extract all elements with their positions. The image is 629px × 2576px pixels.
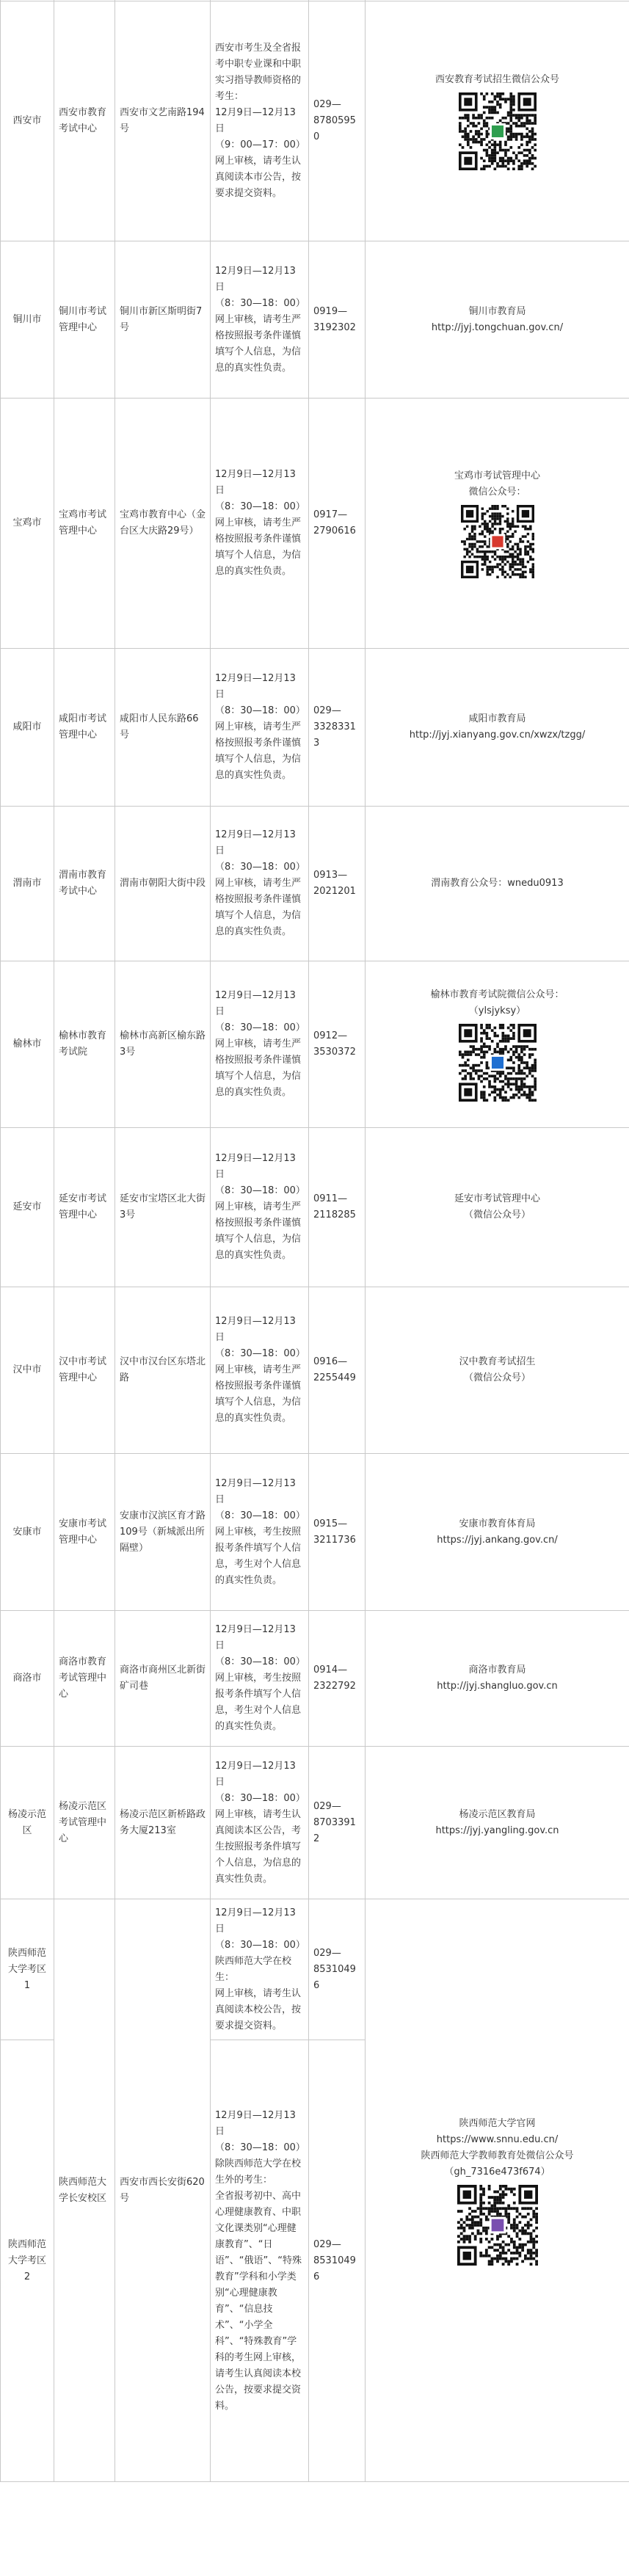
text-line: 网上审核，请考生认真阅读本市公告，按要求提交资料。 [215, 156, 302, 199]
text-line: （8：30—18：00） [215, 1348, 305, 1359]
region-cell: 咸阳市 [1, 649, 54, 807]
phone-cell [309, 807, 366, 961]
phone-cell [309, 399, 366, 649]
region-cell: 渭南市 [1, 807, 54, 961]
phone-cell [309, 1454, 366, 1611]
time-cell [211, 399, 309, 649]
info-cell [366, 1747, 629, 1899]
time-cell [211, 1747, 309, 1899]
text-line: （8：30—18：00） [215, 297, 305, 309]
table-row [1, 1128, 629, 1287]
phone-cell [309, 241, 366, 399]
address-cell: 渭南市朝阳大街中段 [115, 807, 211, 961]
region-cell: 安康市 [1, 1454, 54, 1611]
region-cell: 汉中市 [1, 1287, 54, 1454]
address-cell: 西安市文艺南路194号 [115, 1, 211, 241]
region-cell: 榆林市 [1, 961, 54, 1128]
time-cell [211, 1899, 309, 2040]
info-text: 安康市教育体育局 [459, 1518, 536, 1529]
time-cell [211, 649, 309, 807]
text-line: 0913— [313, 870, 348, 881]
phone-cell [309, 1, 366, 241]
qr-code-icon [457, 2185, 538, 2266]
text-line: （8：30—18：00） [215, 1939, 305, 1951]
table-row [1, 649, 629, 807]
text-line: 12月9日—12月13日 [215, 107, 296, 134]
text-line: 2790616 [313, 525, 356, 536]
table-row [1, 1287, 629, 1454]
address-cell: 延安市宝塔区北大街3号 [115, 1128, 211, 1287]
address-cell: 宝鸡市教育中心（金台区大庆路29号） [115, 399, 211, 649]
table-body [1, 0, 629, 2482]
text-line: 12月9日—12月13日 [215, 1907, 296, 1935]
center-cell: 杨凌示范区考试管理中心 [54, 1747, 115, 1899]
text-line: 网上审核，请考生严格按照报考条件谨慎填写个人信息，为信息的真实性负责。 [215, 1201, 302, 1261]
info-cell [366, 1611, 629, 1747]
phone-cell [309, 1747, 366, 1899]
qr-code-icon [459, 92, 537, 170]
text-line: 网上审核，请考生严格按照报考条件谨慎填写个人信息，为信息的真实性负责。 [215, 517, 302, 577]
text-line: 3530372 [313, 1047, 356, 1058]
text-line: （8：30—18：00） [215, 2142, 305, 2153]
info-text: 渭南教育公众号：wnedu0913 [431, 878, 564, 889]
center-cell: 陕西师范大学长安校区 [54, 1899, 115, 2482]
address-cell: 汉中市汉台区东塔北路 [115, 1287, 211, 1454]
text-line: 029— [313, 2238, 341, 2250]
address-cell: 铜川市新区斯明街7号 [115, 241, 211, 399]
address-cell: 杨凌示范区新桥路政务大厦213室 [115, 1747, 211, 1899]
phone-cell [309, 649, 366, 807]
text-line: 87033912 [313, 1816, 356, 1844]
text-line: 029— [313, 1947, 341, 1959]
text-line: 2322792 [313, 1681, 356, 1692]
text-line: 网上审核，请考生严格按照报考条件谨慎填写个人信息，为信息的真实性负责。 [215, 878, 302, 937]
center-cell: 宝鸡市考试管理中心 [54, 399, 115, 649]
table-row [1, 241, 629, 399]
phone-cell [309, 1899, 366, 2040]
qr-code-icon [459, 1024, 537, 1102]
text-line: 87805950 [313, 115, 356, 142]
center-cell: 商洛市教育考试管理中心 [54, 1611, 115, 1747]
text-line: 网上审核，考生按照报考条件填写个人信息，考生对个人信息的真实性负责。 [215, 1673, 302, 1732]
info-cell [366, 807, 629, 961]
center-cell: 延安市考试管理中心 [54, 1128, 115, 1287]
center-cell: 咸阳市考试管理中心 [54, 649, 115, 807]
table-row [1, 1, 629, 241]
info-cell [366, 1287, 629, 1454]
text-line: 网上审核，请考生认真阅读本区公告，考生按照报考条件填写个人信息，为信息的真实性负责。 [215, 1808, 302, 1885]
text-line: （8：30—18：00） [215, 705, 305, 716]
text-line: 2118285 [313, 1209, 356, 1220]
text-line: 12月9日—12月13日 [215, 1477, 296, 1505]
info-text: 咸阳市教育局 [468, 713, 526, 724]
center-cell: 渭南市教育考试中心 [54, 807, 115, 961]
time-cell [211, 1611, 309, 1747]
info-text: https://jyj.yangling.gov.cn [435, 1824, 559, 1836]
info-text: 榆林市教育考试院微信公众号： [430, 989, 564, 1000]
info-cell [366, 1128, 629, 1287]
text-line: 0914— [313, 1664, 348, 1676]
time-cell [211, 1128, 309, 1287]
text-line: （8：30—18：00） [215, 1185, 305, 1196]
address-cell: 西安市西长安街620号 [115, 1899, 211, 2482]
text-line: 0915— [313, 1518, 348, 1529]
info-text: 微信公众号： [468, 487, 526, 498]
text-line: 网上审核，请考生严格按照报考条件谨慎填写个人信息，为信息的真实性负责。 [215, 1038, 302, 1098]
region-cell: 宝鸡市 [1, 399, 54, 649]
info-cell [366, 961, 629, 1128]
center-cell: 西安市教育考试中心 [54, 1, 115, 241]
info-cell [366, 399, 629, 649]
info-text: http://jyj.tongchuan.gov.cn/ [431, 321, 564, 333]
text-line: 0916— [313, 1356, 348, 1367]
text-line: （8：30—18：00） [215, 501, 305, 512]
table-row [1, 1899, 629, 2040]
info-text: （微信公众号） [463, 1209, 531, 1220]
info-text: 延安市考试管理中心 [454, 1193, 540, 1204]
address-cell: 商洛市商州区北新街矿司巷 [115, 1611, 211, 1747]
info-text: http://jyj.xianyang.gov.cn/xwzx/tzgg/ [409, 729, 586, 741]
text-line: 陕西师范大学在校生： [215, 1955, 292, 1983]
time-cell [211, 1454, 309, 1611]
text-line: 2255449 [313, 1372, 356, 1383]
text-line: 12月9日—12月13日 [215, 1624, 296, 1651]
info-cell [366, 241, 629, 399]
table-row [1, 1747, 629, 1899]
text-line: 网上审核，请考生严格按照报考条件谨慎填写个人信息，为信息的真实性负责。 [215, 1364, 302, 1424]
region-cell: 延安市 [1, 1128, 54, 1287]
text-line: （9：00—17：00） [215, 139, 305, 150]
info-text: http://jyj.shangluo.gov.cn [437, 1681, 558, 1692]
text-line: 0917— [313, 509, 348, 520]
time-cell [211, 2040, 309, 2482]
time-cell [211, 961, 309, 1128]
text-line: 12月9日—12月13日 [215, 265, 296, 293]
text-line: （8：30—18：00） [215, 862, 305, 873]
region-cell: 西安市 [1, 1, 54, 241]
text-line: 网上审核，请考生认真阅读本校公告，按要求提交资料。 [215, 1987, 302, 2031]
center-cell: 榆林市教育考试院 [54, 961, 115, 1128]
text-line: 0919— [313, 305, 348, 317]
region-cell: 商洛市 [1, 1611, 54, 1747]
center-cell: 铜川市考试管理中心 [54, 241, 115, 399]
region-cell: 陕西师范大学考区2 [1, 2040, 54, 2482]
text-line: 029— [313, 99, 341, 110]
region-cell: 铜川市 [1, 241, 54, 399]
text-line: 网上审核，请考生严格按照报考条件谨慎填写个人信息，为信息的真实性负责。 [215, 313, 302, 374]
table-row [1, 1611, 629, 1747]
center-cell: 汉中市考试管理中心 [54, 1287, 115, 1454]
text-line: 12月9日—12月13日 [215, 469, 296, 496]
text-line: 12月9日—12月13日 [215, 1316, 296, 1343]
info-text: 西安教育考试招生微信公众号 [435, 74, 559, 85]
info-cell [366, 1, 629, 241]
time-cell [211, 1287, 309, 1454]
text-line: 网上审核，考生按照报考条件填写个人信息，考生对个人信息的真实性负责。 [215, 1526, 302, 1586]
text-line: 12月9日—12月13日 [215, 1153, 296, 1180]
info-text: https://www.snnu.edu.cn/ [436, 2133, 559, 2145]
text-line: 85310496 [313, 2255, 356, 2282]
address-cell: 安康市汉滨区育才路109号（新城派出所隔壁） [115, 1454, 211, 1611]
text-line: 3192302 [313, 321, 356, 333]
info-cell [366, 1454, 629, 1611]
info-text: （ylsjyksy） [468, 1005, 526, 1016]
text-line: 12月9日—12月13日 [215, 1760, 296, 1788]
time-cell [211, 241, 309, 399]
text-line: 网上审核，请考生严格按照报考条件谨慎填写个人信息，为信息的真实性负责。 [215, 721, 302, 781]
info-text: 杨凌示范区教育局 [459, 1808, 536, 1820]
text-line: 除陕西师范大学在校生外的考生： [215, 2158, 302, 2186]
table-row [1, 399, 629, 649]
info-text: 陕西师范大学官网 [459, 2117, 536, 2129]
region-cell: 杨凌示范区 [1, 1747, 54, 1899]
center-cell: 安康市考试管理中心 [54, 1454, 115, 1611]
text-line: 3211736 [313, 1534, 356, 1546]
text-line: （8：30—18：00） [215, 1510, 305, 1521]
table-row [1, 807, 629, 961]
info-text: 汉中教育考试招生 [459, 1356, 536, 1367]
address-cell: 榆林市高新区榆东路3号 [115, 961, 211, 1128]
table-row [1, 961, 629, 1128]
info-text: 铜川市教育局 [468, 305, 526, 317]
info-text: 商洛市教育局 [468, 1664, 526, 1676]
text-line: 12月9日—12月13日 [215, 673, 296, 700]
text-line: 0911— [313, 1193, 348, 1204]
info-text: 陕西师范大学教师教育处微信公众号 [421, 2150, 574, 2161]
text-line: 12月9日—12月13日 [215, 829, 296, 856]
time-cell [211, 1, 309, 241]
text-line: 2021201 [313, 886, 356, 897]
phone-cell [309, 1287, 366, 1454]
address-cell: 咸阳市人民东路66号 [115, 649, 211, 807]
text-line: 西安市考生及全省报考中职专业课和中职实习指导教师资格的考生： [215, 43, 302, 102]
text-line: （8：30—18：00） [215, 1792, 305, 1804]
info-text: （gh_7316e473f674） [444, 2166, 550, 2177]
phone-cell [309, 961, 366, 1128]
text-line: 全省报考初中、高中心理健康教育、中职文化课类别“心理健康教育”、“日语”、“俄语”、“特殊教育”学科和小学类别“心理健康教育”、“信息技术”、“小学全科”、“特殊教育”学科的考生网上审核，请考生认真阅读本校公告，按要求提交资料。 [215, 2190, 302, 2412]
text-line: 029— [313, 1800, 341, 1812]
text-line: 12月9日—12月13日 [215, 990, 296, 1017]
info-text: （微信公众号） [463, 1372, 531, 1383]
info-cell [366, 649, 629, 807]
text-line: 12月9日—12月13日 [215, 2109, 296, 2137]
table-row [1, 1454, 629, 1611]
phone-cell [309, 2040, 366, 2482]
region-cell: 陕西师范大学考区1 [1, 1899, 54, 2040]
info-text: 宝鸡市考试管理中心 [454, 470, 540, 481]
text-line: 0912— [313, 1030, 348, 1041]
info-text: https://jyj.ankang.gov.cn/ [437, 1534, 558, 1546]
text-line: 029— [313, 705, 341, 716]
text-line: （8：30—18：00） [215, 1656, 305, 1667]
text-line: 85310496 [313, 1963, 356, 1991]
phone-cell [309, 1611, 366, 1747]
qr-code-icon [461, 505, 534, 578]
phone-cell [309, 1128, 366, 1287]
info-cell [366, 1899, 629, 2482]
time-cell [211, 807, 309, 961]
text-line: （8：30—18：00） [215, 1022, 305, 1033]
text-line: 33283313 [313, 721, 356, 749]
